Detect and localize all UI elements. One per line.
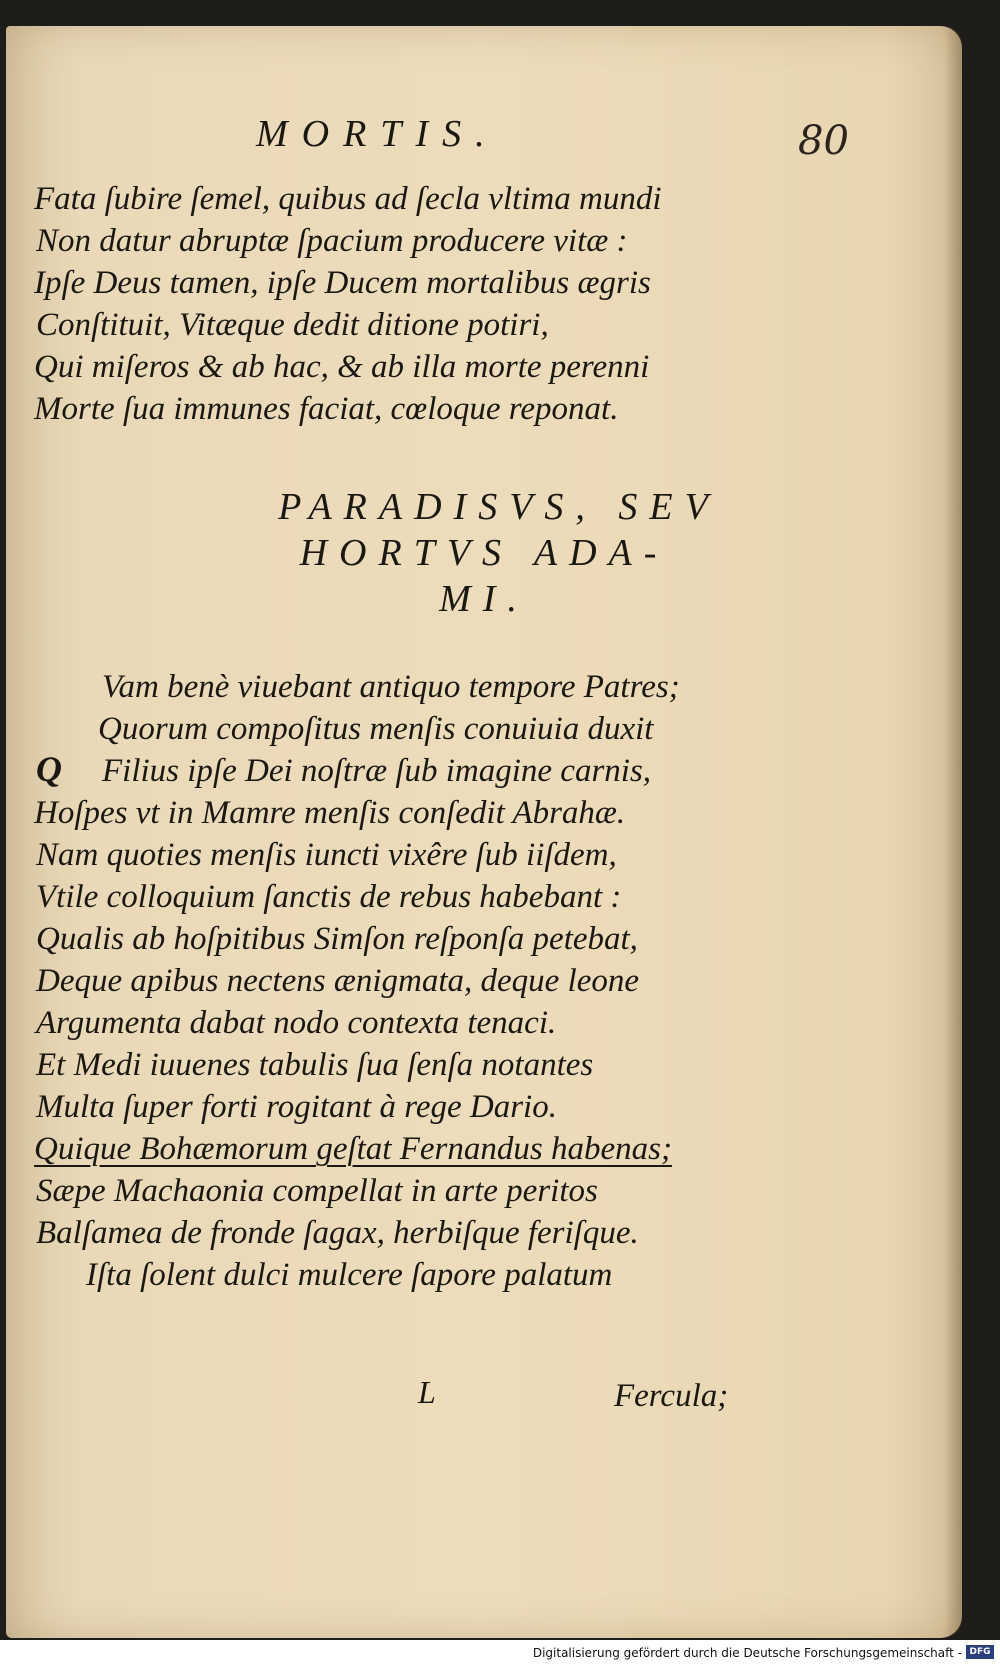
stanza-paradisus bbox=[6, 666, 962, 1296]
catchword: Fercula; bbox=[614, 1378, 729, 1414]
section-heading-line: PARADISVS, SEV bbox=[278, 486, 720, 528]
verse-line: Deque apibus nectens ænigmata, deque leone bbox=[36, 963, 640, 999]
verse-line: Vtile colloquium ſanctis de rebus habebant : bbox=[36, 879, 622, 915]
section-heading-line: MI. bbox=[439, 578, 529, 620]
verse-line: Qualis ab hoſpitibus Simſon reſponſa petebat, bbox=[36, 921, 638, 957]
section-heading bbox=[6, 484, 962, 622]
drop-initial: Q bbox=[36, 749, 62, 789]
verse-line: Filius ipſe Dei noſtræ ſub imagine carnis, bbox=[102, 753, 652, 789]
verse-line: Fata ſubire ſemel, quibus ad ſecla vltima mundi bbox=[34, 181, 662, 217]
verse-line: Hoſpes vt in Mamre menſis conſedit Abrahæ. bbox=[34, 795, 626, 831]
digitization-footer bbox=[0, 1640, 1000, 1666]
signature-mark: L bbox=[418, 1374, 436, 1410]
book-page bbox=[6, 26, 962, 1638]
section-heading-line: HORTVS ADA- bbox=[299, 532, 669, 574]
verse-line: Vam benè viuebant antiquo tempore Patres; bbox=[102, 669, 680, 705]
verse-line-underlined: Quique Bohæmorum geſtat Fernandus habenas; bbox=[34, 1131, 672, 1167]
verse-line: Qui miſeros & ab hac, & ab illa morte perenni bbox=[34, 349, 650, 385]
verse-line: Quorum compoſitus menſis conuiuia duxit bbox=[98, 711, 654, 747]
verse-line: Argumenta dabat nodo contexta tenaci. bbox=[36, 1005, 557, 1041]
verse-line: Iſta ſolent dulci mulcere ſapore palatum bbox=[86, 1257, 613, 1293]
page-number: 80 bbox=[798, 118, 849, 164]
dfg-logo: DFG bbox=[966, 1645, 994, 1659]
verse-line: Sæpe Machaonia compellat in arte peritos bbox=[36, 1173, 598, 1209]
verse-line: Nam quoties menſis iuncti vixêre ſub iiſdem, bbox=[36, 837, 617, 873]
verse-line: Morte ſua immunes faciat, cœloque reponat. bbox=[34, 391, 619, 427]
verse-line: Et Medi iuuenes tabulis ſua ſenſa notantes bbox=[36, 1047, 594, 1083]
verse-line: Non datur abruptæ ſpacium producere vitæ : bbox=[36, 223, 628, 259]
page-text bbox=[6, 26, 962, 1638]
verse-line: Conſtituit, Vitæque dedit ditione potiri, bbox=[36, 307, 549, 343]
verse-line: Balſamea de fronde ſagax, herbiſque feriſque. bbox=[36, 1215, 639, 1251]
verse-line: Ipſe Deus tamen, ipſe Ducem mortalibus ægris bbox=[34, 265, 651, 301]
funding-credit: Digitalisierung gefördert durch die Deutsche Forschungsgemeinschaft - bbox=[532, 1646, 962, 1660]
stanza-mortis bbox=[6, 178, 962, 430]
verse-line: Multa ſuper forti rogitant à rege Dario. bbox=[36, 1089, 557, 1125]
running-head: MORTIS. bbox=[256, 113, 499, 155]
